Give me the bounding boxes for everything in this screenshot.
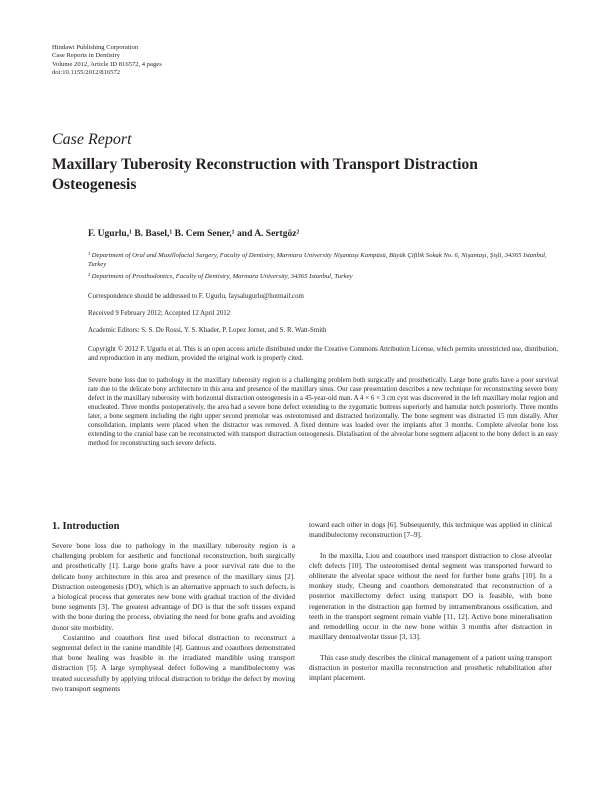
publisher: Hindawi Publishing Corporation [52, 44, 139, 51]
abstract: Severe bone loss due to pathology in the maxillary tuberosity region is a challenging problem both surgically and prosthetically. Large bone grafts have a poor survival rate due to the delicate bony architecture in this area and presence of the maxillary sinus. Our case presentation describes a new technique for reconstructing severe bony defect in the maxillary tuberosity with horizontal distraction osteogenesis in a 45-year-old man. A 4 × 6 × 3 cm cyst was discovered in the left maxillary molar region and enucleated. Three months postoperatively, the area had a severe bone defect extending to the zygomatic buttress superiorly and hamular notch posteriorly. Three months later, a bone segment including the right upper second premolar was osteotomised and distracted horizontally. The bone segment was distracted 15 mm distally. After consolidation, implants were placed when the distractor was removed. A fixed denture was loaded over the implants after 3 months. Complete alveolar bone loss extending to the cranial base can be reconstructed with transport distraction osteogenesis. Distalisation of the alveolar bone segment adjacent to the bony defect is an easy method for reconstructing such severe defects. [88, 377, 558, 447]
academic-editors: Academic Editors: S. S. De Rossi, Y. S. Khader, P. Lopez Jornet, and S. R. Watt-Smith [88, 327, 327, 334]
paragraph: This case study describes the clinical management of a patient using transport distraction in posterior maxilla reconstruction and prosthetic rehabilitation after implant placement. [309, 652, 552, 683]
paragraph: toward each other in dogs [6]. Subsequently, this technique was applied in clinical mandibulectomy reconstruction [7–9]. [309, 520, 552, 540]
affiliation-2: ² Department of Prosthodontics, Faculty of Dentistry, Marmara University, 34365 Istanbul, Turkey [88, 273, 353, 280]
copyright-notice: Copyright © 2012 F. Ugurlu et al. This is an open access article distributed under the Creative Commons Attribution License, which permits unrestricted use, distribution, and reproduction in any medium, provided the original work is properly cited. [88, 346, 558, 362]
affiliation-1: ¹ Department of Oral and Maxillofacial Surgery, Faculty of Dentistry, Marmara University Nişantaşı Kampüsü, Büyük Çiftlik Sokak No. 6, Nişantaşı, Şişli, 34365 Istanbul, Turkey [88, 252, 547, 268]
paragraph: Costantino and coauthors first used bifocal distraction to reconstruct a segmental defect in the canine mandible [4]. Gantous and coauthors demonstrated that bone healing was feasible in the irradiated mandible using transport distraction [5]. A large symphyseal defect following a mandibulectomy was treated successfully by applying trifocal distraction to bridge the defect by moving two transport segments [52, 632, 295, 693]
volume-info: Volume 2012, Article ID 816572, 4 pages [52, 60, 162, 68]
article-dates: Received 9 February 2012; Accepted 12 April 2012 [88, 310, 231, 317]
column-right [309, 520, 552, 683]
correspondence: Correspondence should be addressed to F. Ugurlu, faysalugurlu@hotmail.com [88, 293, 304, 300]
paragraph: Severe bone loss due to pathology in the maxillary tuberosity region is a challenging problem for aesthetic and functional reconstruction, both surgically and prosthetically [1]. Large bone grafts have a poor survival rate due to the delicate bony architecture in this area and presence of the maxillary sinus [2]. Distraction osteogenesis (DO), which is an alternative approach to such defects, is a biological process that generates new bone with gradual traction of the divided bone segments [3]. The greatest advantage of DO is that the soft tissues expand with the bone during the process, obviating the need for bone grafts and avoiding donor site morbidity. [52, 541, 295, 632]
author-list: F. Ugurlu,¹ B. Basel,¹ B. Cem Sener,¹ and A. Sertgöz² [88, 229, 300, 239]
doi: doi:10.1155/2012/816572 [52, 69, 121, 77]
paragraph: In the maxilla, Liou and coauthors used transport distraction to close alveolar cleft defects [10]. The osteotomised dental segment was transported forward to obliterate the alveolar space without the need for further bone grafts [10]. In a monkey study, Cheung and coauthors demonstrated that reconstruction of a posterior maxillectomy defect using transport DO is feasible, with bone regeneration in the distraction gap formed by intramembranous ossification, and teeth in the transport segment remain viable [11, 12]. Active bone mineralisation and remodelling occur in the new bone within 3 months after distraction in maxillary dentoalveolar tissue [3, 13]. [309, 550, 552, 642]
article-title: Maxillary Tuberosity Reconstruction with Transport Distraction Osteogenesis [52, 156, 478, 193]
section-title-introduction: 1. Introduction [52, 521, 120, 532]
journal-header [52, 44, 162, 78]
journal-name: Case Reports in Dentistry [52, 52, 120, 60]
article-type: Case Report [52, 131, 132, 148]
column-left [52, 541, 295, 694]
